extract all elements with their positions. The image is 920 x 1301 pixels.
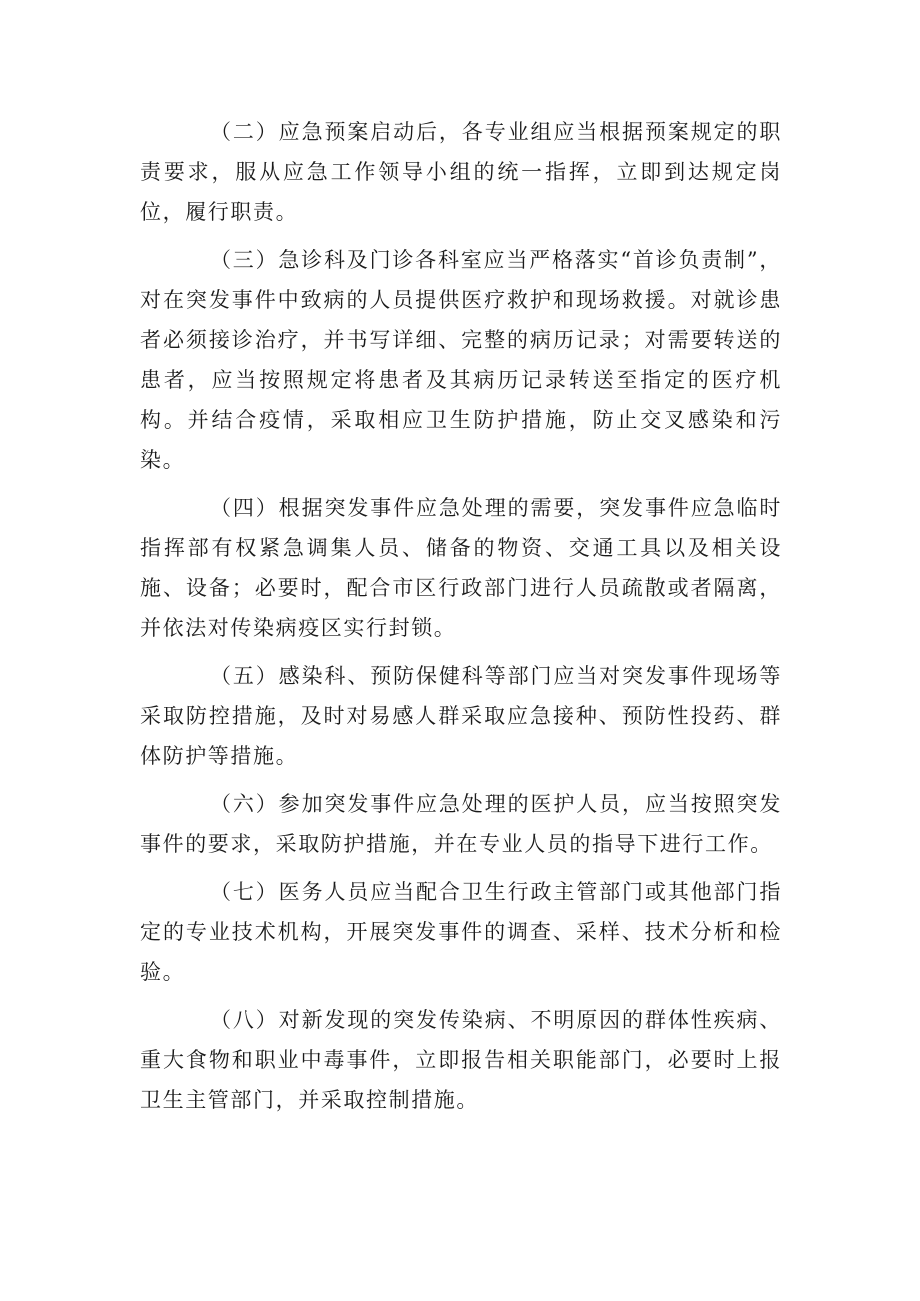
paragraph-8: （八）对新发现的突发传染病、不明原因的群体性疾病、重大食物和职业中毒事件，立即报告相关职能部门，必要时上报卫生主管部门，并采取控制措施。	[140, 1008, 782, 1112]
document-page	[140, 112, 782, 1128]
paragraph-2: （二）应急预案启动后，各专业组应当根据预案规定的职责要求，服从应急工作领导小组的统一指挥，立即到达规定岗位，履行职责。	[140, 120, 782, 224]
paragraph-3: （三）急诊科及门诊各科室应当严格落实“首诊负责制”，对在突发事件中致病的人员提供医疗救护和现场救援。对就诊患者必须接诊治疗，并书写详细、完整的病历记录；对需要转送的患者，应当按照规定将患者及其病历记录转送至指定的医疗机构。并结合疫情，采取相应卫生防护措施，防止交叉感染和污染。	[140, 248, 782, 472]
paragraph-4: （四）根据突发事件应急处理的需要，突发事件应急临时指挥部有权紧急调集人员、储备的物资、交通工具以及相关设施、设备；必要时，配合市区行政部门进行人员疏散或者隔离，并依法对传染病疫区实行封锁。	[140, 496, 782, 640]
paragraph-7: （七）医务人员应当配合卫生行政主管部门或其他部门指定的专业技术机构，开展突发事件的调查、采样、技术分析和检验。	[140, 880, 782, 984]
paragraph-6: （六）参加突发事件应急处理的医护人员，应当按照突发事件的要求，采取防护措施，并在专业人员的指导下进行工作。	[140, 792, 782, 856]
paragraph-5: （五）感染科、预防保健科等部门应当对突发事件现场等采取防控措施，及时对易感人群采取应急接种、预防性投药、群体防护等措施。	[140, 664, 782, 768]
